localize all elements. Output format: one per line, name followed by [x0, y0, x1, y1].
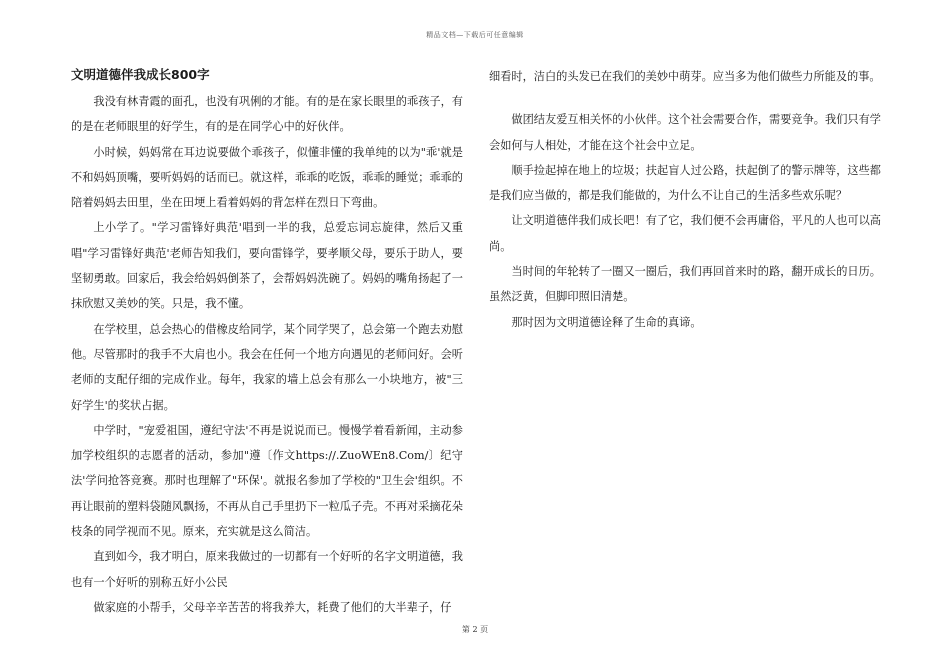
right-column: [489, 64, 881, 335]
paragraph: 当时间的年轮转了一圈又一圈后，我们再回首来时的路，翻开成长的日历。虽然泛黄，但脚印照旧清楚。: [489, 265, 881, 304]
paragraph: 直到如今，我才明白，原来我做过的一切都有一个好听的名字文明道德，我也有一个好听的别称五好小公民: [71, 550, 463, 589]
paragraph: 上小学了。"学习雷锋好典范'唱到一半的我，总爱忘词忘旋律，然后又重唱"学习雷锋好典范'老师告知我们，要向雷锋学，要孝顺父母，要乐于助人，要坚韧勇敢。回家后，我会给妈妈倒茶了，会帮妈妈洗碗了。妈妈的嘴角扬起了一抹欣慰又美妙的笑。只是，我不懂。: [71, 221, 463, 311]
paragraph: 做团结友爱互相关怀的小伙伴。这个社会需要合作，需要竞争。我们只有学会如何与人相处，才能在这个社会中立足。: [489, 113, 881, 152]
paragraph: 在学校里，总会热心的借橡皮给同学，某个同学哭了，总会第一个跑去劝慰他。尽管那时的我手不大肩也小。我会在任何一个地方向遇见的老师问好。会听老师的支配仔细的完成作业。每年，我家的墙上总会有那么一小块地方，被"三好学生'的奖状占据。: [71, 322, 463, 412]
document-title: 文明道德伴我成长800字: [71, 67, 210, 82]
page-number: 第 2 页: [461, 625, 489, 634]
paragraph: 中学时，"宠爱祖国，遵纪守法'不再是说说而已。慢慢学着看新闻，主动参加学校组织的志愿者的活动，参加"遵〔作文https://.ZuoWEn8.Com/〕纪守法'学问抢答竞赛。那时也理解了"环保'。就报名参加了学校的"卫生会'组织。不再让眼前的塑料袋随风飘扬，不再从自己手里扔下一粒瓜子壳。不再对采摘花朵枝条的同学视而不见。原来，充实就是这么简洁。: [71, 423, 463, 539]
paragraph: 我没有林青霞的面孔，也没有巩俐的才能。有的是在家长眼里的乖孩子，有的是在老师眼里的好学生，有的是在同学心中的好伙伴。: [71, 95, 463, 134]
header-note: 精品文档—下载后可任意编辑: [426, 31, 524, 39]
left-column: [71, 64, 463, 620]
paragraph: 小时候，妈妈常在耳边说要做个乖孩子，似懂非懂的我单纯的以为"乖'就是不和妈妈顶嘴，要听妈妈的话而已。就这样，乖乖的吃饭，乖乖的睡觉；乖乖的陪着妈妈去田里，坐在田埂上看着妈妈的背怎样在烈日下弯曲。: [71, 145, 463, 210]
paragraph: 做家庭的小帮手，父母辛辛苦苦的将我养大，耗费了他们的大半辈子，仔: [93, 600, 452, 614]
paragraph-continued: 细看时，洁白的头发已在我们的美妙中萌芽。应当多为他们做些力所能及的事。: [489, 70, 881, 83]
paragraph: 那时因为文明道德诠释了生命的真谛。: [511, 315, 702, 329]
paragraph: 让文明道德伴我们成长吧！有了它，我们便不会再庸俗，平凡的人也可以高尚。: [489, 214, 881, 253]
paragraph: 顺手捡起掉在地上的垃圾；扶起盲人过公路，扶起倒了的警示牌等，这些都是我们应当做的，都是我们能做的，为什么不让自己的生活多些欢乐呢？: [489, 163, 881, 203]
